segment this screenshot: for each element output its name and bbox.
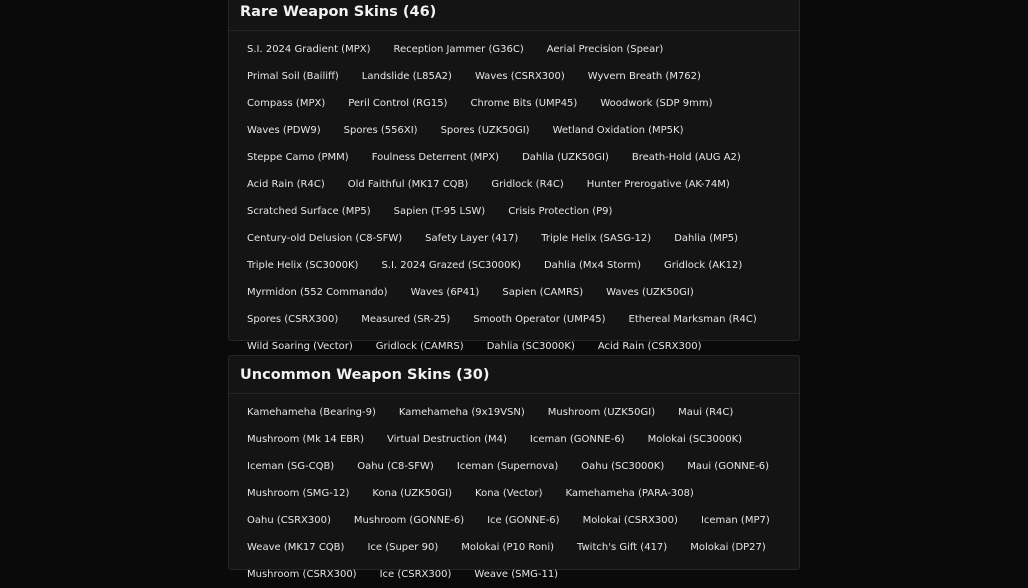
skin-link[interactable]: Sapien (CAMRS) <box>502 287 584 298</box>
skin-link[interactable]: S.I. 2024 Grazed (SC3000K) <box>381 260 521 271</box>
skin-link[interactable]: Oahu (SC3000K) <box>581 461 665 472</box>
skin-link[interactable]: Kamehameha (Bearing-9) <box>247 407 376 418</box>
skin-link[interactable]: Safety Layer (417) <box>425 233 519 244</box>
skin-link[interactable]: Mushroom (Mk 14 EBR) <box>247 434 364 445</box>
skin-link[interactable]: Foulness Deterrent (MPX) <box>371 152 500 163</box>
skin-link[interactable]: Compass (MPX) <box>247 98 326 109</box>
skin-link[interactable]: Spores (556XI) <box>343 125 418 136</box>
skin-link[interactable]: Wyvern Breath (M762) <box>587 71 701 82</box>
uncommon-skins-list <box>229 394 799 588</box>
skin-link[interactable]: Sapien (T-95 LSW) <box>393 206 486 217</box>
skin-link[interactable]: Molokai (SC3000K) <box>647 434 743 445</box>
skin-link[interactable]: Scratched Surface (MP5) <box>247 206 371 217</box>
skin-link[interactable]: Ice (GONNE-6) <box>487 515 560 526</box>
skin-link[interactable]: Mushroom (GONNE-6) <box>353 515 465 526</box>
skin-link[interactable]: Waves (CSRX300) <box>474 71 565 82</box>
skin-link[interactable]: Aerial Precision (Spear) <box>546 44 664 55</box>
skin-link[interactable]: Dahlia (UZK50GI) <box>522 152 609 163</box>
skin-link[interactable]: Old Faithful (MK17 CQB) <box>347 179 469 190</box>
skin-link[interactable]: Acid Rain (R4C) <box>247 179 325 190</box>
skin-link[interactable]: Chrome Bits (UMP45) <box>470 98 578 109</box>
skin-link[interactable]: Crisis Protection (P9) <box>508 206 613 217</box>
rare-skins-panel <box>228 0 800 352</box>
skin-link[interactable]: Waves (UZK50GI) <box>606 287 694 298</box>
skin-link[interactable]: Reception Jammer (G36C) <box>393 44 524 55</box>
skin-link[interactable]: Kamehameha (9x19VSN) <box>398 407 525 418</box>
skin-link[interactable]: Smooth Operator (UMP45) <box>473 314 606 325</box>
rare-skins-list <box>229 31 799 360</box>
skin-link[interactable]: Twitch's Gift (417) <box>577 542 668 553</box>
skin-link[interactable]: Steppe Camo (PMM) <box>247 152 349 163</box>
skin-link[interactable]: Molokai (P10 Roni) <box>461 542 555 553</box>
skin-link[interactable]: Century-old Delusion (C8-SFW) <box>247 233 403 244</box>
skin-link[interactable]: Spores (UZK50GI) <box>440 125 530 136</box>
skin-link[interactable]: Oahu (C8-SFW) <box>357 461 434 472</box>
skin-link[interactable]: Iceman (MP7) <box>700 515 770 526</box>
skin-link[interactable]: Waves (6P41) <box>410 287 480 298</box>
uncommon-skins-panel <box>228 355 800 580</box>
skin-link[interactable]: Kamehameha (PARA-308) <box>565 488 694 499</box>
skin-link[interactable]: Kona (Vector) <box>475 488 543 499</box>
skin-link[interactable]: Wetland Oxidation (MP5K) <box>552 125 684 136</box>
skin-link[interactable]: Breath-Hold (AUG A2) <box>631 152 741 163</box>
skin-link[interactable]: Mushroom (UZK50GI) <box>547 407 656 418</box>
skin-link[interactable]: Maui (GONNE-6) <box>687 461 769 472</box>
skin-link[interactable]: Kona (UZK50GI) <box>372 488 453 499</box>
skin-link[interactable]: Wild Soaring (Vector) <box>247 341 353 352</box>
skin-link[interactable]: Mushroom (CSRX300) <box>247 569 357 580</box>
skin-link[interactable]: Dahlia (Mx4 Storm) <box>543 260 641 271</box>
skin-link[interactable]: Weave (SMG-11) <box>474 569 559 580</box>
skin-link[interactable]: Triple Helix (SASG-12) <box>541 233 652 244</box>
skin-link[interactable]: Peril Control (RG15) <box>348 98 448 109</box>
skin-link[interactable]: Mushroom (SMG-12) <box>247 488 350 499</box>
skin-link[interactable]: Woodwork (SDP 9mm) <box>600 98 713 109</box>
skin-link[interactable]: Hunter Prerogative (AK-74M) <box>586 179 730 190</box>
skin-link[interactable]: Gridlock (CAMRS) <box>375 341 464 352</box>
skin-link[interactable]: Myrmidon (552 Commando) <box>247 287 388 298</box>
skin-link[interactable]: Dahlia (SC3000K) <box>486 341 575 352</box>
skin-link[interactable]: Landslide (L85A2) <box>361 71 452 82</box>
skin-link[interactable]: Ice (Super 90) <box>367 542 439 553</box>
skin-link[interactable]: Dahlia (MP5) <box>674 233 739 244</box>
skin-link[interactable]: Measured (SR-25) <box>361 314 451 325</box>
skin-link[interactable]: Iceman (GONNE-6) <box>529 434 625 445</box>
skin-link[interactable]: Spores (CSRX300) <box>247 314 339 325</box>
skin-link[interactable]: Ice (CSRX300) <box>379 569 452 580</box>
skin-link[interactable]: Oahu (CSRX300) <box>247 515 331 526</box>
skin-link[interactable]: Acid Rain (CSRX300) <box>597 341 702 352</box>
skin-link[interactable]: Ethereal Marksman (R4C) <box>628 314 757 325</box>
skin-link[interactable]: Molokai (DP27) <box>690 542 766 553</box>
skin-link[interactable]: Iceman (Supernova) <box>456 461 559 472</box>
skin-link[interactable]: Maui (R4C) <box>678 407 734 418</box>
uncommon-skins-title: Uncommon Weapon Skins (30) <box>229 356 799 394</box>
skin-link[interactable]: Gridlock (R4C) <box>491 179 564 190</box>
skin-link[interactable]: Primal Soil (Bailiff) <box>247 71 339 82</box>
rare-skins-title: Rare Weapon Skins (46) <box>229 0 799 31</box>
skin-link[interactable]: Waves (PDW9) <box>247 125 321 136</box>
skin-link[interactable]: Triple Helix (SC3000K) <box>247 260 359 271</box>
skin-link[interactable]: S.I. 2024 Gradient (MPX) <box>247 44 371 55</box>
skin-link[interactable]: Gridlock (AK12) <box>663 260 743 271</box>
skin-link[interactable]: Iceman (SG-CQB) <box>247 461 335 472</box>
skin-link[interactable]: Virtual Destruction (M4) <box>387 434 507 445</box>
skin-link[interactable]: Weave (MK17 CQB) <box>247 542 345 553</box>
skin-link[interactable]: Molokai (CSRX300) <box>582 515 678 526</box>
